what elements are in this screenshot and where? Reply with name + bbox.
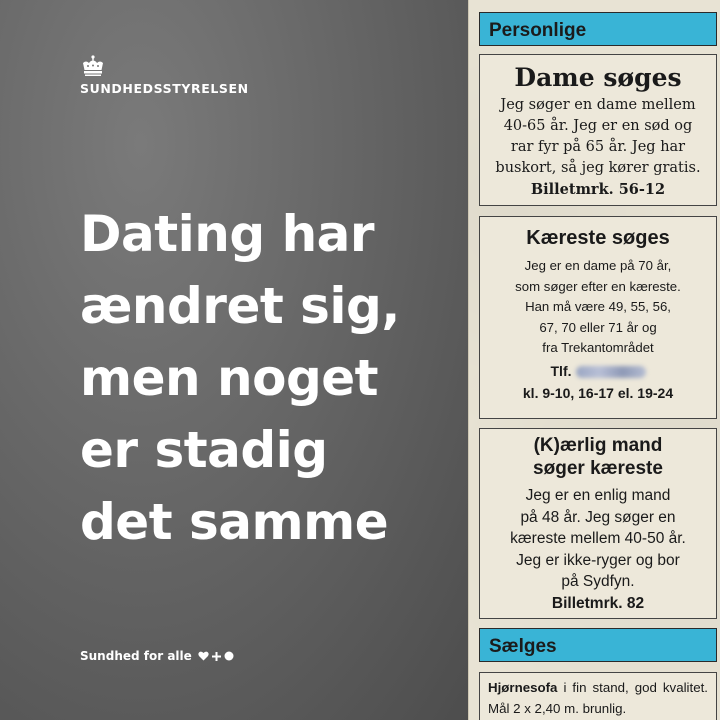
footer-tagline bbox=[80, 649, 234, 663]
brand-logo bbox=[80, 55, 249, 96]
heart-icon bbox=[198, 651, 209, 661]
tagline-text: Sundhed for alle bbox=[80, 649, 192, 663]
brand-name: SUNDHEDSSTYRELSEN bbox=[80, 81, 249, 96]
blurred-phone-number bbox=[576, 366, 646, 378]
headline-line-5: det samme bbox=[80, 493, 389, 551]
ad-line: Jeg søger en dame mellem bbox=[500, 97, 696, 113]
ad-line: Jeg er en dame på 70 år, bbox=[524, 258, 672, 273]
ad-line: Jeg er ikke-ryger og bor bbox=[516, 551, 680, 569]
ad-title-line: (K)ærlig mand bbox=[533, 435, 663, 456]
ad-line: på 48 år. Jeg søger en bbox=[520, 508, 676, 526]
dot-icon bbox=[224, 651, 234, 661]
ad-line: kæreste mellem 40-50 år. bbox=[510, 530, 686, 547]
ad-line: Han må være 49, 55, 56, bbox=[525, 299, 671, 314]
ad-title: Dame søges bbox=[514, 63, 682, 92]
ad-title-line: søger kæreste bbox=[533, 458, 663, 479]
ad-body bbox=[480, 95, 716, 179]
classifieds-panel bbox=[468, 0, 720, 720]
ad-hours: kl. 9-10, 16-17 el. 19-24 bbox=[522, 384, 674, 401]
tagline-icons bbox=[198, 651, 234, 661]
phone-label: Tlf. bbox=[550, 362, 572, 379]
headline-line-4: er stadig bbox=[80, 421, 328, 479]
ad-title bbox=[480, 434, 716, 480]
ad-kaereste-soeges bbox=[479, 216, 717, 419]
ad-line: som søger efter en kæreste. bbox=[515, 278, 681, 294]
ad-body bbox=[480, 256, 716, 359]
ad-body bbox=[480, 485, 716, 593]
ad-dame-soeges bbox=[479, 54, 717, 206]
ad-line: 67, 70 eller 71 år og bbox=[539, 319, 657, 335]
ad-line: 40-65 år. Jeg er en sød og bbox=[503, 118, 693, 134]
headline-line-1: Dating har bbox=[80, 205, 375, 263]
headline-line-3: men noget bbox=[80, 349, 379, 407]
ad-reference: Billetmrk. 56-12 bbox=[530, 181, 666, 198]
ad-line: Jeg er en enlig mand bbox=[525, 487, 671, 504]
ad-line: fra Trekantområdet bbox=[542, 340, 654, 355]
ad-item-text: i fin stand, god kvalitet. Mål 2 x 2,40 m. brunlig. bbox=[488, 680, 708, 716]
ad-line: buskort, så jeg kører gratis. bbox=[495, 160, 701, 176]
section-saelges: Sælges bbox=[479, 628, 717, 662]
ad-title: Kæreste søges bbox=[526, 227, 670, 249]
ad-kaerlig-mand bbox=[479, 428, 717, 619]
headline bbox=[80, 198, 460, 558]
ad-reference: Billetmrk. 82 bbox=[551, 594, 645, 612]
plus-icon bbox=[212, 652, 221, 661]
ad-hjoernesofa bbox=[479, 672, 717, 720]
ad-line: på Sydfyn. bbox=[561, 573, 635, 590]
ad-item-name: Hjørnesofa bbox=[488, 680, 558, 695]
ad-phone bbox=[480, 360, 716, 382]
section-personlige: Personlige bbox=[479, 12, 717, 46]
crown-icon bbox=[80, 55, 106, 79]
headline-line-2: ændret sig, bbox=[80, 277, 400, 335]
ad-line: rar fyr på 65 år. Jeg har bbox=[510, 139, 686, 155]
